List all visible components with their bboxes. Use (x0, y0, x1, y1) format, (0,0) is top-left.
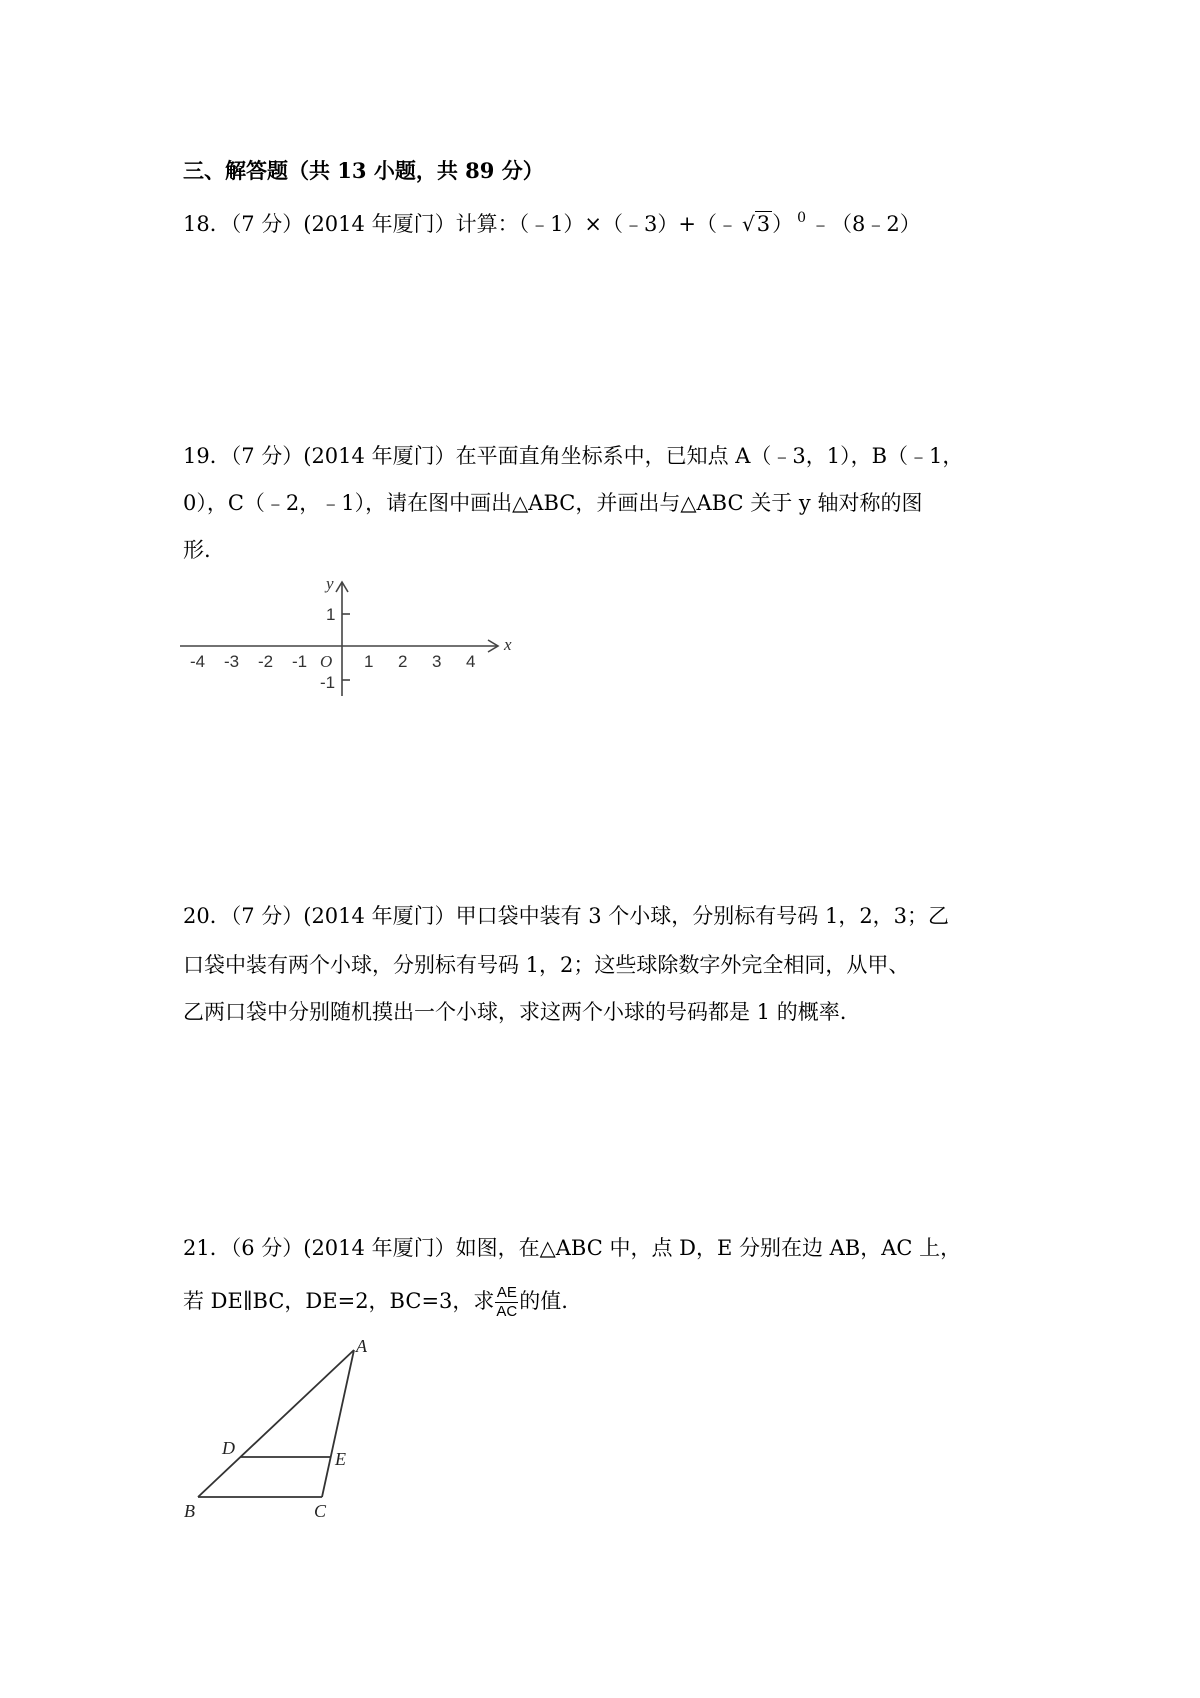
radical-sign-icon: √ (741, 212, 755, 236)
x-tick-label: -3 (224, 652, 240, 671)
vertex-label-d: D (222, 1438, 235, 1458)
x-axis-label: x (504, 635, 512, 654)
q21-line-2 (183, 1284, 568, 1321)
sqrt-expression (742, 209, 772, 239)
side-ab (198, 1350, 354, 1497)
coordinate-plane-figure (180, 576, 520, 706)
question-18 (183, 203, 921, 239)
q18-suffix: ﹣（8﹣2） (810, 212, 921, 236)
fraction-ae-over-ac (495, 1284, 518, 1321)
y-tick-label: -1 (320, 673, 336, 692)
fraction-denominator: AC (496, 1303, 518, 1320)
q20-line-3: 乙两口袋中分别随机摸出一个小球，求这两个小球的号码都是 1 的概率. (183, 1000, 847, 1024)
q21-line2-prefix: 若 DE∥BC，DE=2，BC=3，求 (183, 1289, 495, 1313)
q18-prefix: 18．（7 分）(2014 年厦门）计算：（﹣1）×（﹣3）+（﹣ (183, 212, 738, 236)
vertex-label-a: A (356, 1336, 367, 1356)
section-heading: 三、解答题（共 13 小题，共 89 分） (183, 158, 544, 183)
x-tick-label: -2 (258, 652, 274, 671)
q18-radicand: 3 (756, 212, 771, 236)
q19-line-3: 形. (183, 538, 211, 562)
vertex-label-e: E (335, 1449, 346, 1469)
vertex-label-c: C (314, 1501, 327, 1521)
q18-exponent: 0 (797, 210, 807, 226)
q20-line-1: 20．（7 分）(2014 年厦门）甲口袋中装有 3 个小球，分别标有号码 1，2，3；乙 (183, 904, 950, 928)
q18-close-paren: ） (772, 212, 794, 236)
x-tick-label: 1 (364, 652, 374, 671)
x-tick-label: 2 (398, 652, 408, 671)
q19-line-2: 0），C（﹣2，﹣1），请在图中画出△ABC，并画出与△ABC 关于 y 轴对称的图 (183, 491, 923, 515)
x-tick-label: 4 (466, 652, 476, 671)
x-tick-label: -1 (292, 652, 308, 671)
triangle-figure (180, 1336, 380, 1530)
origin-label: O (320, 652, 333, 671)
q19-line-1: 19．（7 分）(2014 年厦门）在平面直角坐标系中，已知点 A（﹣3，1），B（﹣1， (183, 444, 964, 468)
q20-line-2: 口袋中装有两个小球，分别标有号码 1，2；这些球除数字外完全相同，从甲、 (183, 953, 910, 977)
y-axis-label: y (326, 574, 334, 593)
y-tick-label: 1 (326, 605, 336, 624)
x-tick-label: 3 (432, 652, 442, 671)
x-tick-label: -4 (190, 652, 206, 671)
q21-line-1: 21．（6 分）(2014 年厦门）如图，在△ABC 中，点 D，E 分别在边 AB，AC 上， (183, 1236, 962, 1260)
side-ac (322, 1350, 354, 1497)
q21-line2-suffix: 的值. (519, 1289, 568, 1313)
vertex-label-b: B (184, 1501, 195, 1521)
fraction-numerator: AE (496, 1284, 517, 1301)
